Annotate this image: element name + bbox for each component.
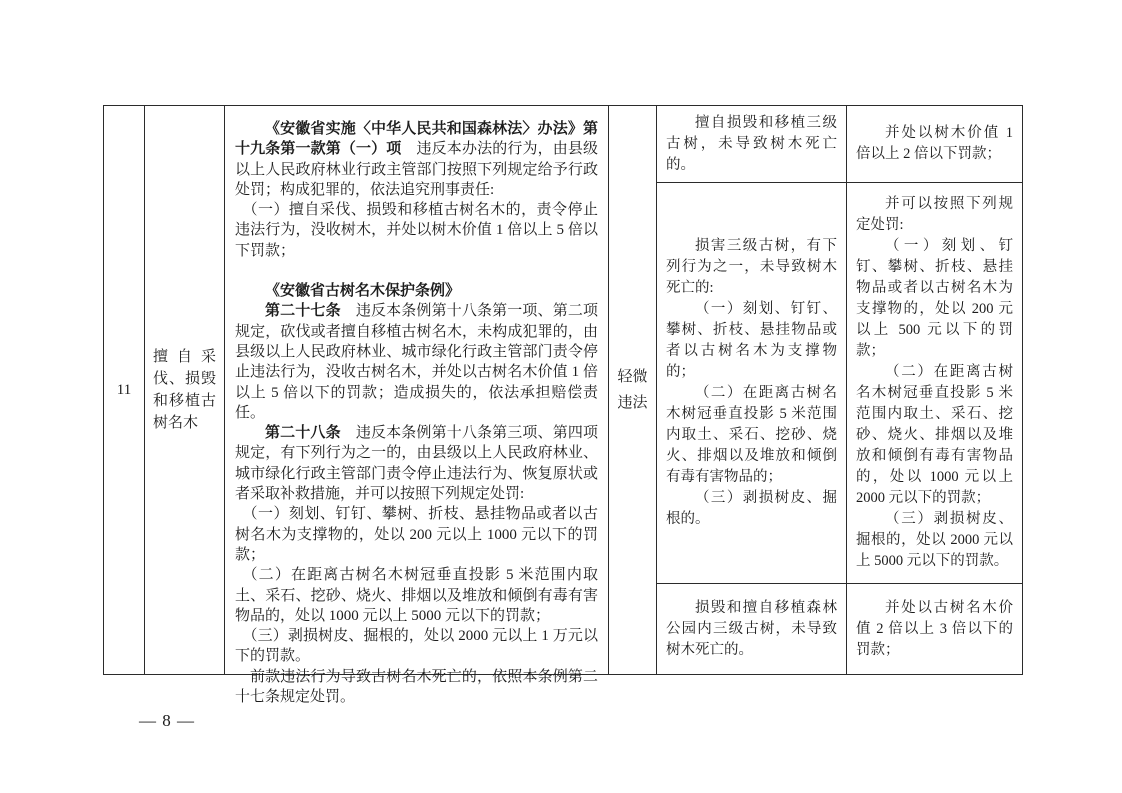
circumstance-cell-1: [657, 106, 847, 183]
circumstance-1-text: 擅自损毁和移植三级古树，未导致树木死亡的。: [666, 114, 837, 173]
circumstance-2-intro: 损害三级古树，有下列行为之一，未导致树木死亡的:: [666, 238, 837, 296]
legal-paragraph-art28-final: 前款违法行为导致古树名木死亡的，依照本条例第二十七条规定处罚。: [235, 668, 598, 706]
severity-label: 轻微违法: [617, 369, 648, 411]
legal-paragraph-law1-item1: （一）擅自采伐、损毁和移植古树名木的，责令停止违法行为，没收树木，并处以树木价值 1 倍以上 5 倍以下罚款；: [235, 202, 598, 259]
penalty-3-text: 并处以古树名木价值 2 倍以上 3 倍以下的罚款；: [856, 599, 1013, 658]
legal-paragraph-art28-item2: （二）在距离古树名木树冠垂直投影 5 米范围内取土、采石、挖砂、烧火、排烟以及堆放和倾倒有毒有害物品的，处以 1000 元以上 5000 元以下的罚款；: [235, 567, 598, 624]
row-index: 11: [116, 381, 132, 398]
circumstance-3-text: 损毁和擅自移植森林公园内三级古树，未导致树木死亡的。: [666, 599, 837, 658]
penalty-2-item1: （一）刻划、钉钉、攀树、折枝、悬挂物品或者以古树名木为支撑物的，处以 200 元以上 500 元以下的罚款；: [856, 238, 1013, 359]
penalty-cell-2: [847, 183, 1022, 584]
legal-paragraph-art28-item3: （三）剥损树皮、掘根的，处以 2000 元以上 1 万元以下的罚款。: [235, 628, 598, 665]
penalty-2-item3: （三）剥损树皮、掘根的，处以 2000 元以上 5000 元以下的罚款。: [856, 511, 1013, 569]
law1-title: 《安徽省实施〈中华人民共和国森林法〉办法》第十九条第一款第（一）项: [235, 121, 598, 158]
art27-text: 违反本条例第十八条第一项、第二项规定，砍伐或者擅自移植古树名木，未构成犯罪的，由县级以上人民政府林业、城市绿化行政主管部门责令停止违法行为，没收古树名木，并处以古树名木价值 1 倍以上 5 倍以下的罚款；造成损失的，依法承担赔偿责任。: [235, 303, 598, 421]
violation-name: 擅自采伐、损毁和移植古树名木: [153, 349, 216, 431]
circumstance-cell-2: [657, 183, 847, 584]
circumstance-2-item2: （二）在距离古树名木树冠垂直投影 5 米范围内取土、采石、挖砂、烧火、排烟以及堆放和倾倒有毒有害物品的；: [666, 385, 837, 485]
legal-paragraph-law1: [235, 119, 598, 200]
penalty-1-text: 并处以树木价值 1 倍以上 2 倍以下罚款；: [856, 125, 1013, 162]
penalty-cell-3: [847, 584, 1022, 674]
legal-paragraph-art28: [235, 423, 598, 504]
legal-paragraph-law2-title: [235, 281, 598, 301]
penalty-cell-1: [847, 106, 1022, 183]
legal-paragraph-art27: [235, 301, 598, 423]
circumstance-2-item3: （三）剥损树皮、掘根的。: [666, 490, 837, 527]
violation-name-cell: [145, 106, 225, 674]
penalty-table: [103, 105, 1023, 706]
row-index-cell: [104, 106, 145, 674]
penalty-2-item2: （二）在距离古树名木树冠垂直投影 5 米范围内取土、采石、挖砂、烧火、排烟以及堆放和倾倒有毒有害物品的，处以 1000 元以上 2000 元以下的罚款；: [856, 364, 1013, 506]
penalty-2-intro: 并可以按照下列规定处罚:: [856, 196, 1013, 233]
page-number: — 8 —: [139, 711, 195, 730]
art27-label: 第二十七条: [265, 303, 341, 320]
law2-title: 《安徽省古树名木保护条例》: [265, 283, 461, 300]
legal-basis-cell: [225, 106, 609, 706]
circumstance-cell-3: [657, 584, 847, 674]
circumstance-2-item1: （一）刻划、钉钉、攀树、折枝、悬挂物品或者以古树名木为支撑物的；: [666, 301, 837, 380]
severity-cell: [609, 106, 657, 674]
art28-text: 违反本条例第十八条第三项、第四项规定，有下列行为之一的，由县级以上人民政府林业、城市绿化行政主管部门责令停止违法行为、恢复原状或者采取补救措施，并可以按照下列规定处罚:: [235, 425, 598, 503]
art28-label: 第二十八条: [265, 425, 341, 442]
legal-paragraph-art28-item1: （一）刻划、钉钉、攀树、折枝、悬挂物品或者以古树名木为支撑物的，处以 200 元以上 1000 元以下的罚款；: [235, 506, 598, 563]
law1-intro: 违反本办法的行为，由县级以上人民政府林业行政主管部门按照下列规定给予行政处罚；构成犯罪的，依法追究刑事责任:: [235, 141, 598, 198]
